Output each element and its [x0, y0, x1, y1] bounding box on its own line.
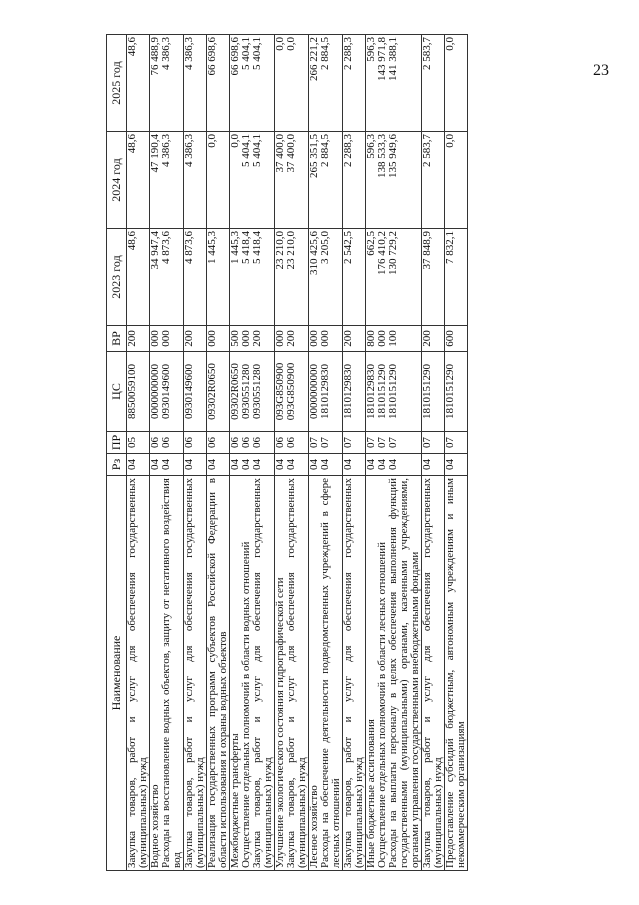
value-y2024: 138 533,3: [376, 134, 388, 178]
cell-cs: [366, 352, 422, 432]
cell-cs: [207, 352, 230, 432]
value-y2025: 66 698,6: [229, 37, 241, 76]
row-name-cell: [207, 476, 230, 871]
cell-vr: [366, 326, 422, 352]
value-vr: 000: [308, 330, 320, 347]
value-cs: 1810129830: [319, 364, 331, 419]
value-y2025: 0,0: [285, 37, 297, 51]
table-row: [127, 35, 150, 871]
row-name: Лесное хозяйство: [308, 785, 320, 868]
value-vr: 000: [149, 330, 161, 347]
rotated-table-wrapper: [106, 34, 619, 871]
value-cs: 1810151290: [376, 364, 388, 419]
cell-vr: [422, 326, 445, 352]
value-y2023: 37 848,9: [421, 231, 433, 270]
value-rz: 04: [126, 459, 138, 470]
row-name: Расходы на выплаты персоналу в целях обеспечения выполнения функций государственными (муниципальными) органами, казенными учреждениями, органами управления государственными внебюджетными фондами: [387, 478, 421, 868]
value-cs: 1810151290: [387, 364, 399, 419]
cell-y2024: [445, 132, 468, 229]
cell-pr: [184, 432, 207, 454]
value-rz: 04: [308, 459, 320, 470]
cell-y2025: [422, 35, 445, 132]
table-row: [343, 35, 366, 871]
row-name: Закупка товаров, работ и услуг для обеспечения государственных (муниципальных) нужд: [421, 478, 444, 868]
value-y2023: 48,6: [126, 231, 138, 251]
value-y2025: 4 386,3: [160, 37, 172, 70]
value-y2023: 4 873,6: [183, 231, 195, 264]
row-name: Осуществление отдельных полномочий в области водных отношений: [240, 541, 252, 868]
table-row: [184, 35, 207, 871]
table-row: [230, 35, 275, 871]
value-rz: 04: [285, 459, 297, 470]
cell-y2023: [422, 229, 445, 326]
cell-vr: [309, 326, 343, 352]
value-y2024: 265 351,5: [308, 134, 320, 178]
cell-y2024: [343, 132, 366, 229]
row-name: Закупка товаров, работ и услуг для обеспечения государственных (муниципальных) нужд: [126, 478, 149, 868]
header-2024: 2024 год: [107, 132, 127, 229]
value-pr: 07: [444, 437, 456, 448]
value-y2024: 37 400,0: [285, 134, 297, 173]
value-rz: 04: [342, 459, 354, 470]
value-cs: 09302R0650: [206, 363, 218, 420]
cell-pr: [343, 432, 366, 454]
table-row: [445, 35, 468, 871]
cell-y2023: [309, 229, 343, 326]
value-cs: 09302R0650: [229, 363, 241, 420]
value-y2024: 5 404,1: [240, 134, 252, 167]
row-name: Иные бюджетные ассигнования: [365, 719, 377, 868]
cell-cs: [343, 352, 366, 432]
cell-vr: [230, 326, 275, 352]
cell-cs: [275, 352, 309, 432]
cell-vr: [150, 326, 184, 352]
value-y2023: 1 445,3: [206, 231, 218, 264]
value-rz: 04: [319, 459, 331, 470]
value-y2023: 2 542,5: [342, 231, 354, 264]
value-rz: 04: [229, 459, 241, 470]
page-number: 23: [593, 62, 609, 79]
value-cs: 0930551280: [240, 364, 252, 419]
value-y2025: 5 404,1: [240, 37, 252, 70]
cell-y2023: [127, 229, 150, 326]
value-pr: 06: [206, 437, 218, 448]
row-name: Закупка товаров, работ и услуг для обеспечения государственных (муниципальных) нужд: [251, 478, 274, 868]
row-name-cell: [275, 476, 309, 871]
cell-rz: [230, 454, 275, 476]
value-pr: 06: [274, 437, 286, 448]
value-vr: 000: [240, 330, 252, 347]
cell-y2023: [366, 229, 422, 326]
cell-vr: [207, 326, 230, 352]
cell-vr: [275, 326, 309, 352]
value-cs: 8850059100: [126, 364, 138, 419]
value-vr: 000: [376, 330, 388, 347]
cell-rz: [127, 454, 150, 476]
cell-y2024: [309, 132, 343, 229]
value-vr: 200: [342, 330, 354, 347]
cell-pr: [445, 432, 468, 454]
row-name: Расходы на обеспечение деятельности подведомственных учреждений в сфере лесных отношений: [319, 478, 342, 868]
value-pr: 07: [387, 437, 399, 448]
row-name: Закупка товаров, работ и услуг для обеспечения государственных (муниципальных) нужд: [183, 478, 206, 868]
value-rz: 04: [183, 459, 195, 470]
cell-y2023: [445, 229, 468, 326]
value-rz: 04: [444, 459, 456, 470]
value-rz: 04: [421, 459, 433, 470]
value-vr: 200: [251, 330, 263, 347]
cell-pr: [366, 432, 422, 454]
value-rz: 04: [251, 459, 263, 470]
cell-cs: [230, 352, 275, 432]
cell-y2023: [343, 229, 366, 326]
cell-y2025: [150, 35, 184, 132]
value-y2023: 23 210,0: [274, 231, 286, 270]
value-y2025: 4 386,3: [183, 37, 195, 70]
value-pr: 06: [183, 437, 195, 448]
value-cs: 0000000000: [308, 364, 320, 419]
header-rz: Рз: [107, 454, 127, 476]
cell-y2025: [343, 35, 366, 132]
value-y2025: 48,6: [126, 37, 138, 57]
value-vr: 600: [444, 330, 456, 347]
cell-vr: [343, 326, 366, 352]
value-cs: 0930149600: [183, 364, 195, 419]
value-y2024: 4 386,3: [160, 134, 172, 167]
value-y2024: 2 288,3: [342, 134, 354, 167]
value-y2023: 4 873,6: [160, 231, 172, 264]
row-name: Межбюджетные трансферты: [229, 733, 241, 868]
value-rz: 04: [376, 459, 388, 470]
value-y2024: 37 400,0: [274, 134, 286, 173]
value-pr: 07: [308, 437, 320, 448]
cell-cs: [422, 352, 445, 432]
value-y2024: 596,3: [365, 134, 377, 159]
value-y2023: 1 445,3: [229, 231, 241, 264]
value-y2025: 141 388,1: [387, 37, 399, 81]
value-pr: 06: [285, 437, 297, 448]
value-y2023: 130 729,2: [387, 231, 399, 275]
value-rz: 04: [160, 459, 172, 470]
value-cs: 1810151290: [444, 364, 456, 419]
table-body: [127, 35, 468, 871]
cell-rz: [150, 454, 184, 476]
header-2023: 2023 год: [107, 229, 127, 326]
cell-y2025: [366, 35, 422, 132]
cell-y2025: [207, 35, 230, 132]
value-cs: 1810151290: [421, 364, 433, 419]
cell-y2025: [184, 35, 207, 132]
value-y2025: 2 288,3: [342, 37, 354, 70]
row-name: Закупка товаров, работ и услуг для обеспечения государственных (муниципальных) нужд: [285, 478, 308, 868]
value-y2023: 176 410,2: [376, 231, 388, 275]
header-vr: ВР: [107, 326, 127, 352]
value-pr: 06: [149, 437, 161, 448]
cell-y2025: [309, 35, 343, 132]
value-rz: 04: [149, 459, 161, 470]
value-vr: 000: [206, 330, 218, 347]
value-vr: 100: [387, 330, 399, 347]
value-y2024: 0,0: [206, 134, 218, 148]
row-name: Осуществление отдельных полномочий в области лесных отношений: [376, 541, 388, 868]
value-vr: 200: [183, 330, 195, 347]
cell-cs: [445, 352, 468, 432]
value-y2025: 266 221,2: [308, 37, 320, 81]
cell-rz: [366, 454, 422, 476]
cell-rz: [275, 454, 309, 476]
value-y2025: 66 698,6: [206, 37, 218, 76]
value-cs: 1810129830: [342, 364, 354, 419]
value-y2024: 135 949,6: [387, 134, 399, 178]
value-y2025: 0,0: [444, 37, 456, 51]
table-row: [366, 35, 422, 871]
value-y2023: 662,5: [365, 231, 377, 256]
row-name-cell: [422, 476, 445, 871]
cell-y2024: [275, 132, 309, 229]
value-vr: 000: [274, 330, 286, 347]
value-vr: 200: [421, 330, 433, 347]
value-vr: 200: [285, 330, 297, 347]
cell-y2023: [275, 229, 309, 326]
value-y2024: 5 404,1: [251, 134, 263, 167]
table-row: [309, 35, 343, 871]
cell-cs: [184, 352, 207, 432]
header-name: Наименование: [107, 476, 127, 871]
cell-vr: [445, 326, 468, 352]
cell-y2023: [150, 229, 184, 326]
table-row: [207, 35, 230, 871]
cell-y2024: [422, 132, 445, 229]
row-name-cell: [366, 476, 422, 871]
cell-pr: [275, 432, 309, 454]
cell-pr: [309, 432, 343, 454]
value-y2023: 310 425,6: [308, 231, 320, 275]
value-y2024: 0,0: [444, 134, 456, 148]
cell-y2025: [275, 35, 309, 132]
cell-y2025: [230, 35, 275, 132]
value-y2023: 34 947,4: [149, 231, 161, 270]
value-pr: 07: [376, 437, 388, 448]
row-name-cell: [184, 476, 207, 871]
table-row: [275, 35, 309, 871]
value-cs: 093G850900: [274, 362, 286, 421]
value-pr: 07: [319, 437, 331, 448]
row-name-cell: [309, 476, 343, 871]
row-name: Предоставление субсидий бюджетным, автономным учреждениям и иным некоммерческим организациям: [444, 478, 467, 868]
cell-y2025: [445, 35, 468, 132]
value-y2023: 3 205,0: [319, 231, 331, 264]
cell-rz: [207, 454, 230, 476]
value-rz: 04: [387, 459, 399, 470]
cell-cs: [309, 352, 343, 432]
cell-y2024: [150, 132, 184, 229]
value-vr: 500: [229, 330, 241, 347]
row-name-cell: [230, 476, 275, 871]
value-cs: 1810129830: [365, 364, 377, 419]
value-y2025: 76 488,9: [149, 37, 161, 76]
cell-y2025: [127, 35, 150, 132]
cell-cs: [150, 352, 184, 432]
value-pr: 07: [365, 437, 377, 448]
cell-rz: [445, 454, 468, 476]
value-y2024: 4 386,3: [183, 134, 195, 167]
row-name: Улучшение экологического состояния гидрографической сети: [274, 577, 286, 868]
cell-pr: [230, 432, 275, 454]
value-y2024: 0,0: [229, 134, 241, 148]
cell-pr: [150, 432, 184, 454]
value-cs: 0930551280: [251, 364, 263, 419]
cell-pr: [207, 432, 230, 454]
value-y2023: 5 418,4: [251, 231, 263, 264]
value-cs: 093G850900: [285, 362, 297, 421]
cell-y2024: [127, 132, 150, 229]
value-pr: 06: [240, 437, 252, 448]
value-rz: 04: [240, 459, 252, 470]
value-pr: 07: [421, 437, 433, 448]
header-pr: ПР: [107, 432, 127, 454]
value-y2024: 48,6: [126, 134, 138, 154]
value-y2025: 596,3: [365, 37, 377, 62]
value-y2025: 5 404,1: [251, 37, 263, 70]
value-pr: 06: [229, 437, 241, 448]
cell-vr: [127, 326, 150, 352]
cell-y2024: [366, 132, 422, 229]
row-name-cell: [445, 476, 468, 871]
cell-pr: [422, 432, 445, 454]
value-y2024: 2 583,7: [421, 134, 433, 167]
value-pr: 05: [126, 437, 138, 448]
cell-y2023: [184, 229, 207, 326]
row-name: Реализация государственных программ субъектов Российской Федерации в области использования и охраны водных объектов: [206, 478, 229, 868]
value-y2025: 2 884,5: [319, 37, 331, 70]
cell-cs: [127, 352, 150, 432]
value-pr: 06: [160, 437, 172, 448]
value-rz: 04: [274, 459, 286, 470]
cell-y2024: [184, 132, 207, 229]
value-vr: 000: [319, 330, 331, 347]
budget-table: [106, 34, 468, 871]
value-vr: 800: [365, 330, 377, 347]
value-cs: 0930149600: [160, 364, 172, 419]
value-y2024: 2 884,5: [319, 134, 331, 167]
cell-pr: [127, 432, 150, 454]
value-cs: 0000000000: [149, 364, 161, 419]
value-y2025: 2 583,7: [421, 37, 433, 70]
cell-rz: [343, 454, 366, 476]
cell-rz: [184, 454, 207, 476]
value-y2023: 5 418,4: [240, 231, 252, 264]
row-name: Водное хозяйство: [149, 784, 161, 868]
cell-y2024: [207, 132, 230, 229]
value-y2025: 0,0: [274, 37, 286, 51]
value-y2025: 143 971,8: [376, 37, 388, 81]
header-cs: ЦС: [107, 352, 127, 432]
value-y2024: 47 190,4: [149, 134, 161, 173]
cell-y2023: [230, 229, 275, 326]
value-pr: 06: [251, 437, 263, 448]
row-name: Расходы на восстановление водных объектов, защиту от негативного воздействия вод: [160, 478, 183, 868]
row-name-cell: [127, 476, 150, 871]
value-y2023: 7 832,1: [444, 231, 456, 264]
cell-rz: [309, 454, 343, 476]
row-name: Закупка товаров, работ и услуг для обеспечения государственных (муниципальных) нужд: [342, 478, 365, 868]
table-row: [422, 35, 445, 871]
value-vr: 000: [160, 330, 172, 347]
table-row: [150, 35, 184, 871]
value-y2023: 23 210,0: [285, 231, 297, 270]
header-2025: 2025 год: [107, 35, 127, 132]
row-name-cell: [150, 476, 184, 871]
cell-y2024: [230, 132, 275, 229]
value-rz: 04: [206, 459, 218, 470]
cell-y2023: [207, 229, 230, 326]
cell-rz: [422, 454, 445, 476]
row-name-cell: [343, 476, 366, 871]
value-rz: 04: [365, 459, 377, 470]
value-pr: 07: [342, 437, 354, 448]
value-vr: 200: [126, 330, 138, 347]
cell-vr: [184, 326, 207, 352]
table-header-row: [107, 35, 127, 871]
